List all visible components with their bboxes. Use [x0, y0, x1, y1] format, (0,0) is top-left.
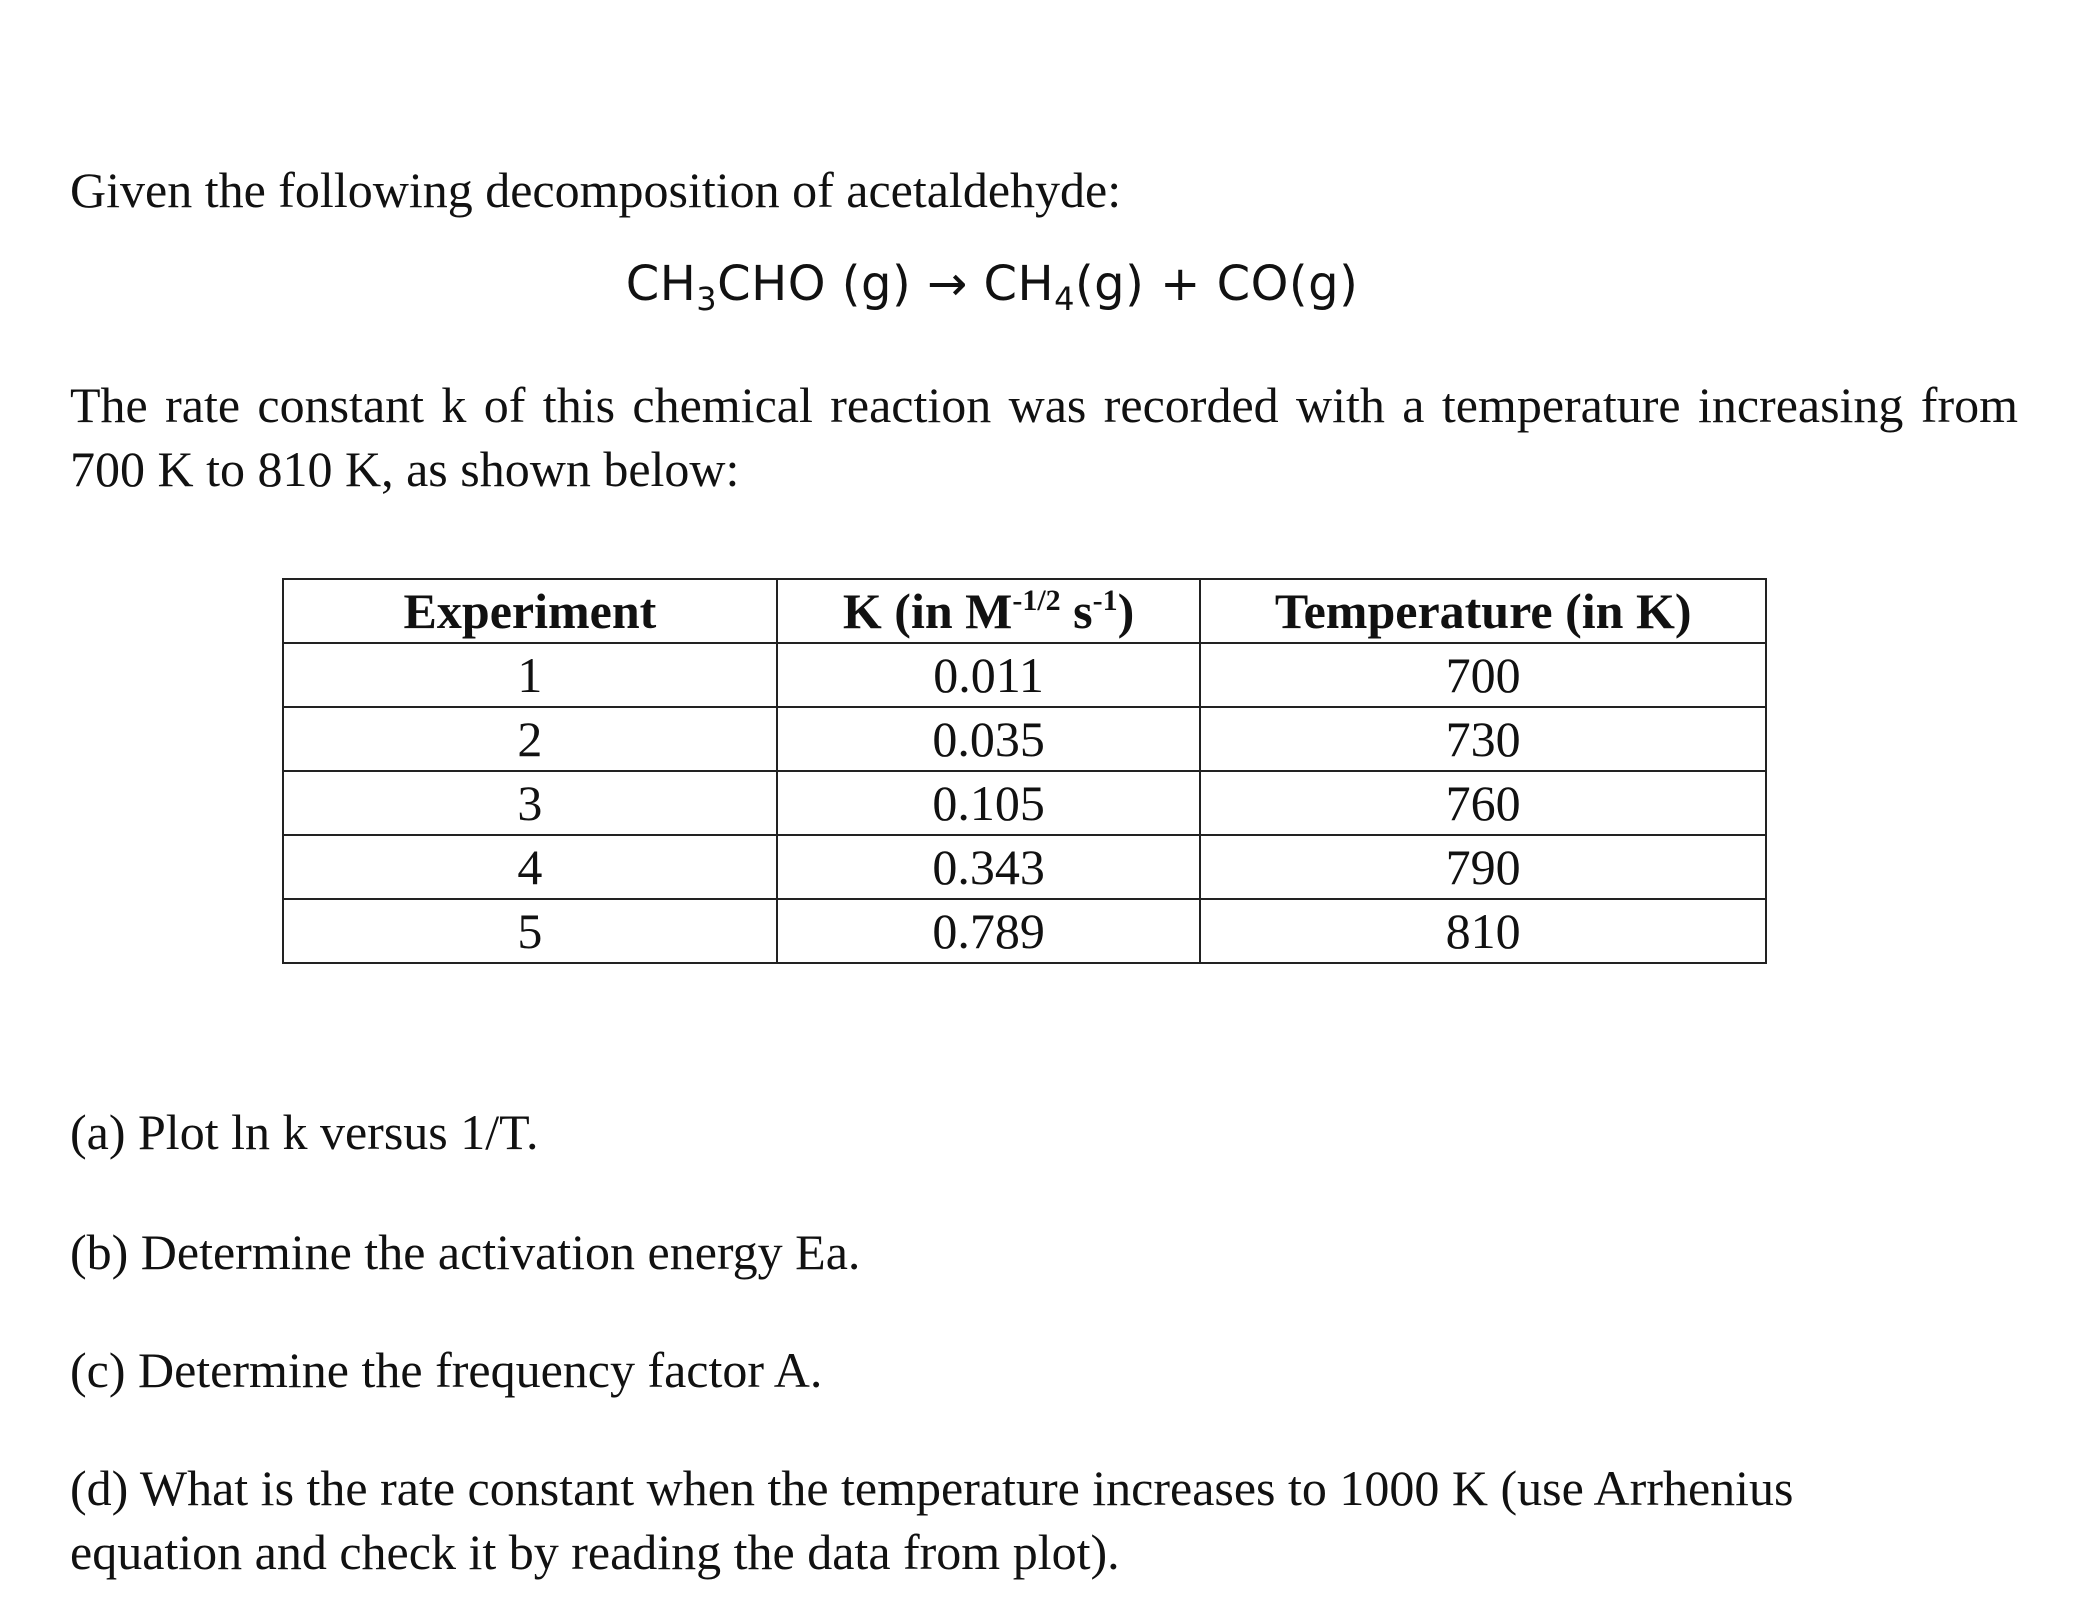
question-d: (d) What is the rate constant when the temperature increases to 1000 K (use Arrhenius equation and check it by reading the data from plot).: [70, 1460, 1794, 1580]
cell-k: 0.035: [777, 707, 1201, 771]
cell-experiment: 4: [283, 835, 777, 899]
cell-k: 0.343: [777, 835, 1201, 899]
equation-reactant-main: CH: [625, 256, 697, 312]
table-header-row: [283, 579, 1766, 643]
cell-k: 0.105: [777, 771, 1201, 835]
cell-temperature: 730: [1200, 707, 1766, 771]
cell-k: 0.011: [777, 643, 1201, 707]
cell-experiment: 5: [283, 899, 777, 963]
cell-temperature: 810: [1200, 899, 1766, 963]
header-k-prefix: K (in M: [842, 583, 1013, 639]
intro-text: Given the following decomposition of acetaldehyde:: [70, 162, 1122, 218]
equation-reactant-rest: CHO (g) → CH: [717, 256, 1055, 312]
question-a: (a) Plot ln k versus 1/T.: [70, 1104, 539, 1160]
description-paragraph: The rate constant k of this chemical reaction was recorded with a temperature increasing from 700 K to 810 K, as shown below:: [70, 377, 2018, 497]
header-temperature: Temperature (in K): [1200, 579, 1766, 643]
header-k-suffix: ): [1117, 583, 1135, 639]
cell-experiment: 3: [283, 771, 777, 835]
cell-temperature: 700: [1200, 643, 1766, 707]
equation-reactant-subscript: 3: [696, 280, 718, 318]
chemical-equation: [0, 252, 1984, 316]
header-experiment: Experiment: [283, 579, 777, 643]
equation-product-subscript: 4: [1054, 280, 1075, 318]
cell-temperature: 760: [1200, 771, 1766, 835]
cell-temperature: 790: [1200, 835, 1766, 899]
question-c: (c) Determine the frequency factor A.: [70, 1342, 823, 1398]
rate-constant-table: [282, 578, 1767, 964]
table-row: [283, 835, 1766, 899]
header-k-exponent-1: -1/2: [1012, 584, 1061, 617]
table-row: [283, 707, 1766, 771]
question-b: (b) Determine the activation energy Ea.: [70, 1224, 861, 1280]
header-k-exponent-2: -1: [1092, 584, 1118, 617]
table-row: [283, 771, 1766, 835]
cell-experiment: 2: [283, 707, 777, 771]
cell-experiment: 1: [283, 643, 777, 707]
header-k-mid: s: [1060, 583, 1093, 639]
header-rate-constant: [777, 579, 1201, 643]
table-row: [283, 643, 1766, 707]
table-row: [283, 899, 1766, 963]
equation-product-rest: (g) + CO(g): [1074, 256, 1359, 312]
cell-k: 0.789: [777, 899, 1201, 963]
